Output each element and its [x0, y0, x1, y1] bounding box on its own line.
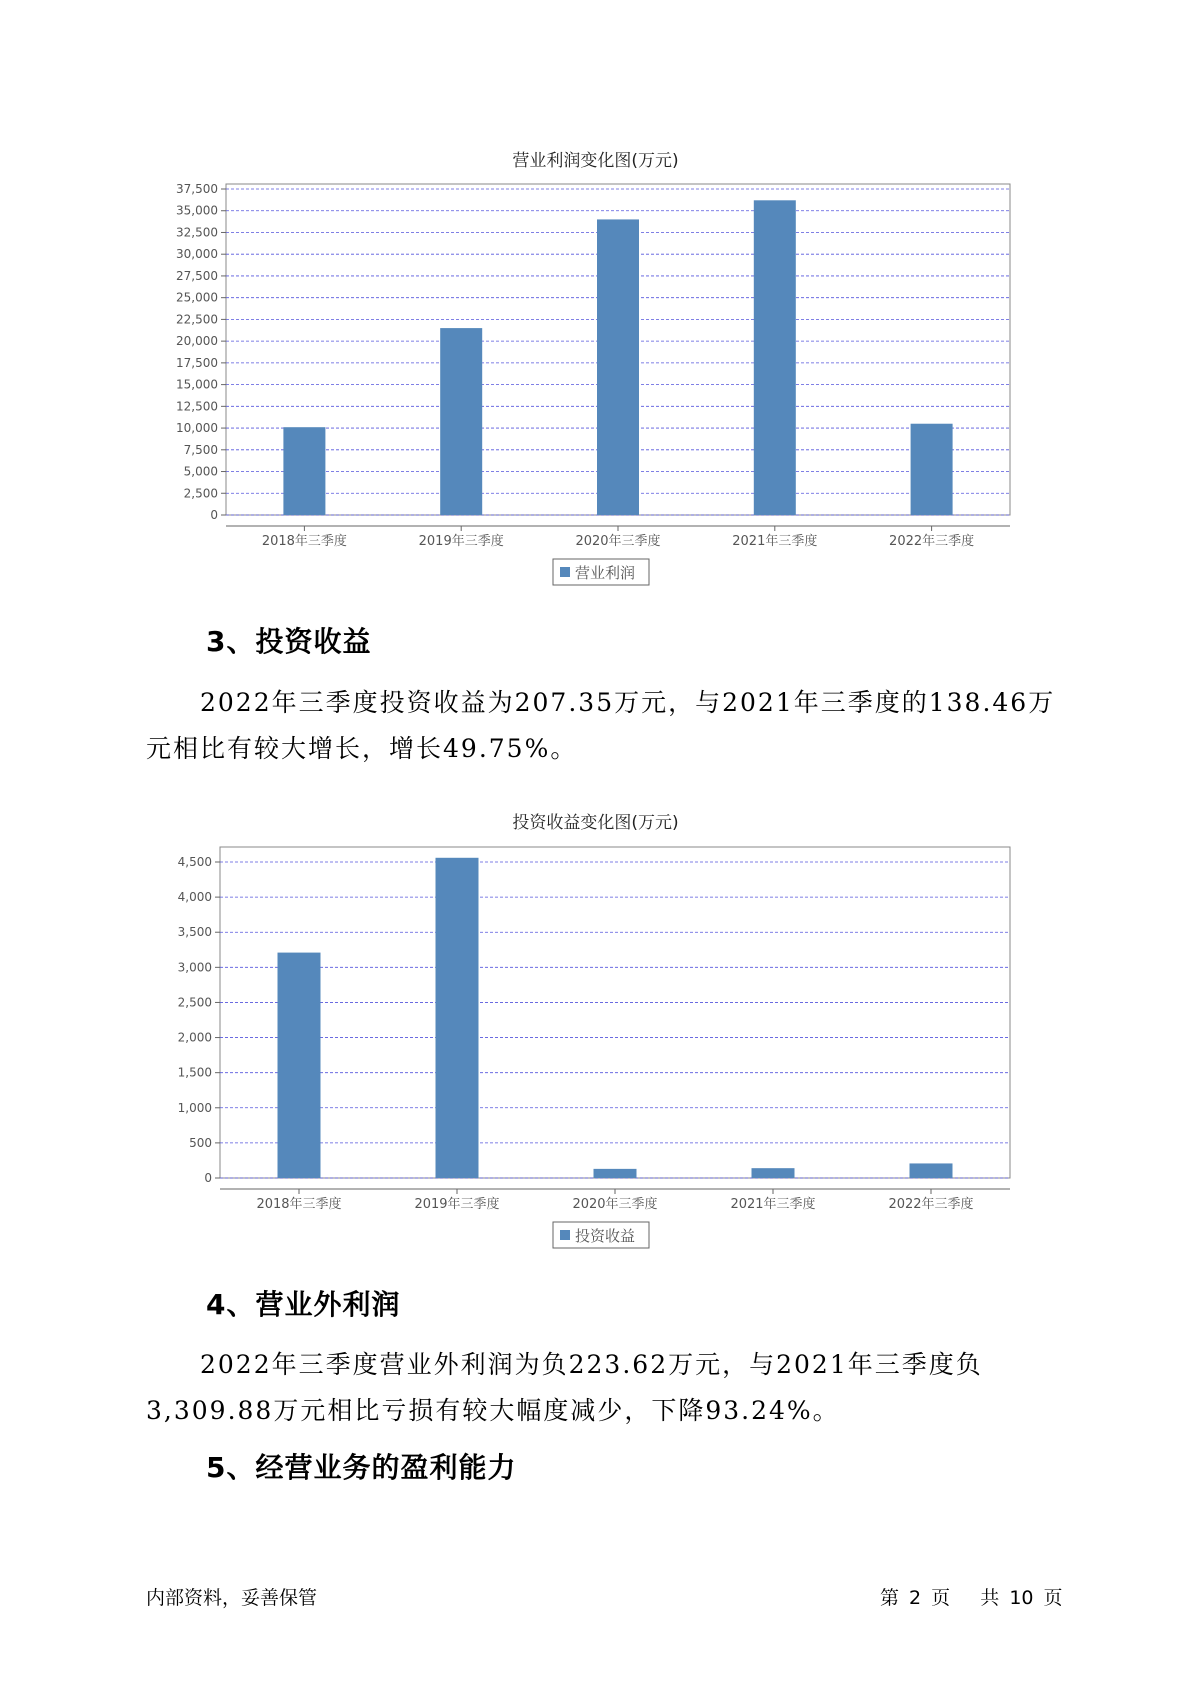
y-tick-label: 12,500: [176, 399, 218, 414]
x-tick-label: 2020年三季度: [572, 1197, 658, 1212]
y-tick-label: 3,000: [177, 960, 212, 975]
y-tick-label: 2,500: [183, 486, 218, 501]
y-tick-label: 22,500: [176, 312, 218, 327]
y-tick-label: 10,000: [176, 421, 218, 436]
y-tick-label: 17,500: [176, 355, 218, 370]
x-tick-label: 2019年三季度: [414, 1197, 500, 1212]
chart-title: 营业利润变化图(万元): [512, 151, 679, 171]
legend-label: 投资收益: [575, 1227, 636, 1245]
paragraph-text: 2022年三季度投资收益为207.35万元，与2021年三季度的138.46万元相比有较大增长，增长49.75%。: [146, 688, 1056, 763]
y-tick-label: 30,000: [176, 247, 218, 262]
paragraph-text: 2022年三季度营业外利润为负223.62万元，与2021年三季度负3,309.88万元相比亏损有较大幅度减少，下降93.24%。: [146, 1350, 983, 1425]
bar: [278, 953, 321, 1178]
y-tick-label: 27,500: [176, 268, 218, 283]
x-tick-label: 2019年三季度: [418, 534, 504, 549]
footer-page-number: 第 2 页 共 10 页: [880, 1587, 1063, 1609]
y-tick-label: 500: [189, 1135, 212, 1150]
y-tick-label: 5,000: [183, 464, 218, 479]
y-tick-label: 20,000: [176, 334, 218, 349]
plot-area: [220, 847, 1010, 1178]
y-tick-label: 32,500: [176, 225, 218, 240]
x-tick-label: 2022年三季度: [889, 534, 975, 549]
legend-label: 营业利润: [575, 564, 636, 582]
bar: [594, 1169, 637, 1178]
y-tick-label: 1,000: [177, 1100, 212, 1115]
y-tick-label: 3,500: [177, 925, 212, 940]
footer-confidential-note: 内部资料，妥善保管: [146, 1587, 318, 1609]
y-tick-label: 0: [204, 1171, 212, 1185]
x-tick-label: 2018年三季度: [256, 1197, 342, 1212]
y-tick-label: 4,500: [177, 855, 212, 869]
bar: [436, 858, 479, 1178]
x-tick-label: 2021年三季度: [732, 534, 818, 549]
y-tick-label: 35,000: [176, 203, 218, 218]
legend-swatch: [560, 1230, 570, 1240]
y-tick-label: 25,000: [176, 290, 218, 305]
y-tick-label: 7,500: [183, 442, 218, 457]
y-tick-label: 37,500: [176, 182, 218, 196]
bar: [752, 1168, 795, 1178]
y-tick-label: 0: [210, 508, 218, 522]
y-tick-label: 2,000: [177, 1030, 212, 1045]
x-tick-label: 2022年三季度: [888, 1197, 974, 1212]
chart-title: 投资收益变化图(万元): [512, 813, 679, 833]
section-heading-operating-profitability: 5、经营业务的盈利能力: [206, 1451, 517, 1484]
section-heading-non-operating-profit: 4、营业外利润: [206, 1288, 401, 1321]
section-heading-investment-income: 3、投资收益: [206, 625, 372, 658]
y-tick-label: 15,000: [176, 377, 218, 392]
y-tick-label: 4,000: [177, 890, 212, 905]
x-tick-label: 2020年三季度: [575, 534, 661, 549]
bar: [910, 1163, 953, 1178]
x-tick-label: 2021年三季度: [730, 1197, 816, 1212]
y-tick-label: 2,500: [177, 995, 212, 1010]
non-operating-profit-paragraph: [146, 1342, 1076, 1434]
legend: [553, 1222, 649, 1248]
x-tick-label: 2018年三季度: [261, 534, 347, 549]
y-tick-label: 1,500: [177, 1065, 212, 1080]
